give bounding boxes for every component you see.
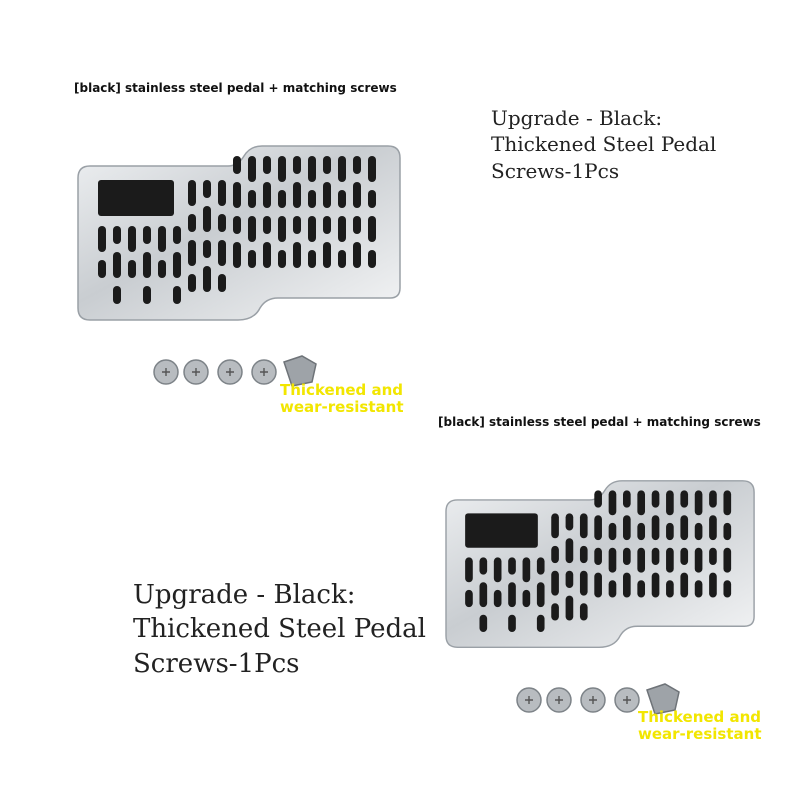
pedal-image bbox=[78, 146, 402, 322]
pedal-slot bbox=[723, 548, 731, 573]
pedal-slot bbox=[188, 240, 196, 266]
pedal-slot bbox=[695, 523, 703, 540]
pedal-slot bbox=[248, 250, 256, 268]
pedal-slot bbox=[623, 515, 631, 540]
pedal-slot bbox=[580, 571, 588, 596]
pedal-slot bbox=[609, 548, 617, 573]
pedal-slot bbox=[353, 182, 361, 208]
pedal-slot bbox=[263, 216, 271, 234]
pedal-slot bbox=[308, 156, 316, 182]
pedal-slot bbox=[695, 490, 703, 515]
pedal-slot bbox=[113, 252, 121, 278]
pedal-slot bbox=[709, 548, 717, 565]
pedal-slot bbox=[248, 190, 256, 208]
feature-badge bbox=[280, 382, 404, 415]
pedal-slot bbox=[323, 242, 331, 268]
pedal-slot bbox=[637, 580, 645, 597]
pedal-slot bbox=[128, 226, 136, 252]
pedal-slot bbox=[338, 216, 346, 242]
pedal-slot bbox=[609, 490, 617, 515]
pedal-slot bbox=[293, 242, 301, 268]
pedal-slot bbox=[637, 548, 645, 573]
pedal-slot bbox=[143, 252, 151, 278]
pedal-slot bbox=[353, 156, 361, 174]
pedal-slot bbox=[566, 571, 574, 588]
pedal-slot bbox=[248, 216, 256, 242]
pedal-slot bbox=[323, 156, 331, 174]
description-line-3: Screws-1Pcs bbox=[491, 158, 620, 183]
feature-badge bbox=[638, 709, 762, 742]
pedal-slot bbox=[98, 260, 106, 278]
feature-badge-line-1: Thickened and bbox=[638, 708, 762, 726]
pedal-slot bbox=[113, 226, 121, 244]
pedal-slot bbox=[263, 156, 271, 174]
pedal-slot bbox=[368, 190, 376, 208]
pedal-slot bbox=[537, 557, 545, 574]
pedal-slot bbox=[709, 490, 717, 507]
product-caption: [black] stainless steel pedal + matching screws bbox=[74, 81, 397, 95]
pedal-slot bbox=[293, 216, 301, 234]
pedal-slot bbox=[233, 182, 241, 208]
pedal-slot bbox=[368, 250, 376, 268]
pedal-slot bbox=[551, 603, 559, 620]
pedal-slot bbox=[652, 515, 660, 540]
pedal-slot bbox=[368, 156, 376, 182]
pedal-slot bbox=[566, 538, 574, 563]
pedal-slot bbox=[308, 190, 316, 208]
pedal-slot bbox=[143, 286, 151, 304]
description-line-1: Upgrade - Black: bbox=[491, 106, 663, 130]
pedal-slot bbox=[323, 216, 331, 234]
pedal-slot bbox=[666, 580, 674, 597]
pedal-slot bbox=[218, 180, 226, 206]
pedal-slot bbox=[609, 580, 617, 597]
pedal-logo-patch bbox=[98, 180, 174, 216]
feature-badge-line-2: wear-resistant bbox=[638, 724, 762, 743]
pedal-slot bbox=[479, 582, 487, 607]
pedal-slot bbox=[523, 557, 531, 582]
pedal-slot bbox=[652, 490, 660, 507]
pedal-slot bbox=[551, 546, 559, 563]
pedal-slot bbox=[203, 266, 211, 292]
pedal-slot bbox=[609, 523, 617, 540]
pedal-slot bbox=[353, 216, 361, 234]
pedal-slot bbox=[709, 515, 717, 540]
pedal-slot bbox=[666, 548, 674, 573]
pedal-slot bbox=[143, 226, 151, 244]
pedal-slot bbox=[293, 182, 301, 208]
pedal-slot bbox=[218, 240, 226, 266]
pedal-slot bbox=[188, 180, 196, 206]
pedal-slot bbox=[173, 286, 181, 304]
pedal-slot bbox=[128, 260, 136, 278]
pedal-slot bbox=[723, 523, 731, 540]
pedal-slot bbox=[680, 490, 688, 507]
pedal-slot bbox=[308, 216, 316, 242]
pedal-slot bbox=[508, 582, 516, 607]
pedal-slot bbox=[233, 156, 241, 174]
feature-badge-line-1: Thickened and bbox=[280, 381, 404, 399]
pedal-slot bbox=[537, 615, 545, 632]
pedal-slot bbox=[465, 557, 473, 582]
pedal-logo-patch bbox=[465, 513, 538, 547]
pedal-slot bbox=[637, 490, 645, 515]
pedal-slot bbox=[695, 580, 703, 597]
pedal-slot bbox=[580, 546, 588, 563]
pedal-slot bbox=[523, 590, 531, 607]
pedal-slot bbox=[594, 490, 602, 507]
pedal-slot bbox=[623, 573, 631, 598]
pedal-slot bbox=[308, 250, 316, 268]
pedal-slot bbox=[566, 513, 574, 530]
pedal-slot bbox=[537, 582, 545, 607]
product-description bbox=[133, 578, 426, 681]
pedal-slot bbox=[551, 513, 559, 538]
description-line-3: Screws-1Pcs bbox=[133, 648, 300, 679]
pedal-slot bbox=[278, 250, 286, 268]
pedal-slot bbox=[723, 490, 731, 515]
pedal-slot bbox=[709, 573, 717, 598]
pedal-slot bbox=[323, 182, 331, 208]
pedal-slot bbox=[278, 190, 286, 208]
pedal-slot bbox=[203, 240, 211, 258]
pedal-slot bbox=[623, 490, 631, 507]
pedal-slot bbox=[203, 206, 211, 232]
pedal-slot bbox=[368, 216, 376, 242]
pedal-slot bbox=[353, 242, 361, 268]
pedal-slot bbox=[338, 250, 346, 268]
pedal-slot bbox=[278, 156, 286, 182]
pedal-slot bbox=[218, 274, 226, 292]
pedal-slot bbox=[263, 182, 271, 208]
pedal-slot bbox=[233, 242, 241, 268]
pedal-slot bbox=[338, 190, 346, 208]
pedal-slot bbox=[233, 216, 241, 234]
pedal-slot bbox=[218, 214, 226, 232]
description-line-2: Thickened Steel Pedal bbox=[491, 132, 717, 157]
pedal-slot bbox=[580, 513, 588, 538]
pedal-slot bbox=[479, 615, 487, 632]
pedal-slot bbox=[293, 156, 301, 174]
product-description bbox=[491, 105, 716, 184]
pedal-slot bbox=[263, 242, 271, 268]
pedal-slot bbox=[508, 615, 516, 632]
pedal-slot bbox=[188, 214, 196, 232]
pedal-slot bbox=[98, 226, 106, 252]
pedal-slot bbox=[494, 590, 502, 607]
pedal-slot bbox=[594, 573, 602, 598]
pedal-slot bbox=[173, 226, 181, 244]
pedal-slot bbox=[695, 548, 703, 573]
pedal-slot bbox=[566, 596, 574, 621]
pedal-slot bbox=[508, 557, 516, 574]
description-line-2: Thickened Steel Pedal bbox=[133, 614, 426, 645]
pedal-slot bbox=[203, 180, 211, 198]
pedal-slot bbox=[173, 252, 181, 278]
description-line-1: Upgrade - Black: bbox=[133, 580, 356, 610]
pedal-slot bbox=[652, 548, 660, 565]
pedal-slot bbox=[680, 515, 688, 540]
pedal-slot bbox=[158, 226, 166, 252]
pedal-slot bbox=[666, 490, 674, 515]
pedal-slot bbox=[580, 603, 588, 620]
pedal-slot bbox=[278, 216, 286, 242]
product-caption: [black] stainless steel pedal + matching screws bbox=[438, 415, 761, 429]
pedal-slot bbox=[113, 286, 121, 304]
pedal-slot bbox=[551, 571, 559, 596]
pedal-slot bbox=[637, 523, 645, 540]
pedal-slot bbox=[680, 548, 688, 565]
pedal-image bbox=[446, 480, 756, 650]
pedal-slot bbox=[465, 590, 473, 607]
pedal-slot bbox=[338, 156, 346, 182]
feature-badge-line-2: wear-resistant bbox=[280, 397, 404, 416]
pedal-slot bbox=[248, 156, 256, 182]
pedal-slot bbox=[188, 274, 196, 292]
pedal-slot bbox=[594, 548, 602, 565]
pedal-slot bbox=[652, 573, 660, 598]
pedal-slot bbox=[723, 580, 731, 597]
pedal-slot bbox=[666, 523, 674, 540]
pedal-slot bbox=[594, 515, 602, 540]
pedal-slot bbox=[623, 548, 631, 565]
pedal-slot bbox=[494, 557, 502, 582]
pedal-slot bbox=[158, 260, 166, 278]
pedal-slot bbox=[680, 573, 688, 598]
pedal-slot bbox=[479, 557, 487, 574]
